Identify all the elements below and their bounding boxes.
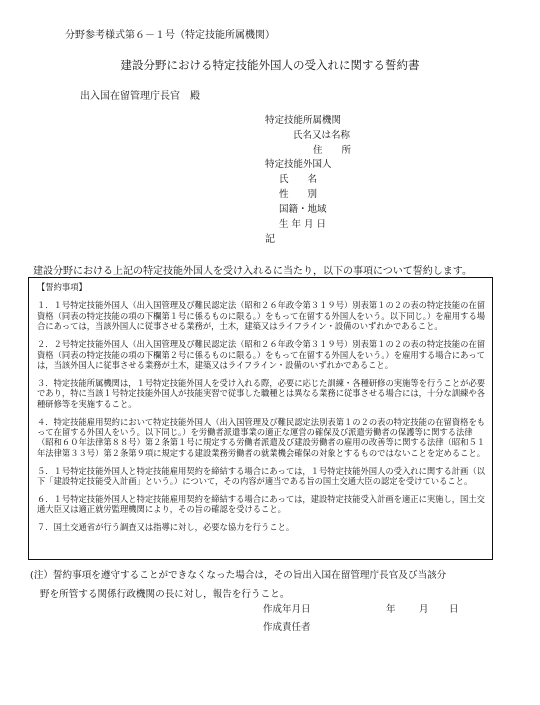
author-label: 作成責任者: [263, 622, 311, 633]
pledge-item-2: ２．２号特定技能外国人（出入国管理及び難民認定法（昭和２６年政令第３１９号）別表第１の２の表の特定技能の在留資格（同表の特定技能の項の下欄第２号に係るものに限る。）をもって在留する外国人をいう。）を雇用する場合にあっては，当該外国人に従事させる業務が土木，建築又はライフライン・設備のいずれかであること。: [37, 339, 486, 370]
year-label: 年: [386, 604, 396, 615]
day-label: 日: [449, 604, 459, 615]
pledge-item-5: ５．１号特定技能外国人と特定技能雇用契約を締結する場合にあっては，１号特定技能外国人の受入れに関する計画（以下「建設特定技能受入計画」という。）について，その内容が適当である旨の国土交通大臣の認定を受けていること。: [37, 465, 485, 487]
pledge-item-7: ７．国土交通省が行う調査又は指導に対し，必要な協力を行うこと。: [37, 522, 295, 533]
document-title: 建設分野における特定技能外国人の受入れに関する誓約書: [120, 58, 420, 72]
pledge-item-1: １．１号特定技能外国人（出入国管理及び難民認定法（昭和２６年政令第３１９号）別表第１の２の表の特定技能の在留資格（同表の特定技能の項の下欄第１号に係るものに限る。）をもって在留する外国人をいう。以下同じ。）を雇用する場合にあっては，当該外国人に従事させる業務が，土木，建築又はライフライン・設備のいずれかであること。: [37, 300, 486, 332]
org-address-label: 住 所: [313, 144, 352, 156]
month-label: 月: [419, 604, 429, 615]
date-label: 作成年月日: [263, 604, 311, 615]
applicant-fields: [265, 114, 351, 232]
intro-text: 建設分野における上記の特定技能外国人を受け入れるに当たり，以下の事項について誓約します。: [33, 266, 472, 277]
note: [30, 566, 510, 604]
org-name-label: 氏名又は名称: [293, 129, 351, 141]
org-label: 特定技能所属機関: [265, 115, 342, 126]
pledge-box: [28, 277, 493, 560]
pledge-item-4: ４．特定技能雇用契約において特定技能外国人（出入国管理及び難民認定法別表第１の２の表の特定技能の在留資格をもって在留する外国人をいう。以下同じ。）を労働者派遣事業の適正な運営の確保及び派遣労働者の保護等に関する法律（昭和６０年法律第８８号）第２条第１号に規定する労働者派遣及び建設労働者の雇用の改善等に関する法律（昭和５１年法律第３３号）第２条第９項に規定する建設業務労働者の就業機会確保の対象とするものではないことを定めること。: [37, 416, 486, 458]
foreign-worker-label: 特定技能外国人: [265, 159, 332, 171]
pledge-heading: 【誓約事項】: [37, 282, 87, 292]
nationality-label: 国籍・地域: [279, 203, 327, 215]
date-row: [263, 601, 459, 615]
birthdate-label: 生 年 月 日: [279, 218, 327, 230]
form-number: 分野参考様式第６－１号（特定技能所属機関）: [65, 30, 275, 41]
sex-label: 性 別: [279, 188, 318, 200]
name-label: 氏 名: [279, 174, 318, 186]
pledge-item-6: ６．１号特定技能外国人と特定技能雇用契約を締結する場合にあっては，建設特定技能受入計画を適正に実施し，国土交通大臣又は適正就労監理機関により，その旨の確認を受けること。: [37, 494, 485, 515]
note-line-1: (注）誓約事項を遵守することができなくなった場合は，その旨出入国在留管理庁長官及び当該分: [30, 570, 447, 581]
addressee: 出入国在留管理庁長官 殿: [80, 91, 200, 102]
ki-marker: 記: [265, 234, 275, 245]
pledge-item-3: ３．特定技能所属機関は，１号特定技能外国人を受け入れる際，必要に応じた訓練・各種研修の実施等を行うことが必要であり，特に当該１号特定技能外国人が技能実習で従事した職種とは異なる業務に従事させる場合には，十分な訓練や各種研修等を実施すること。: [37, 377, 486, 409]
note-line-2: 野を所管する関係行政機関の長に対し，報告を行うこと。: [40, 589, 290, 600]
